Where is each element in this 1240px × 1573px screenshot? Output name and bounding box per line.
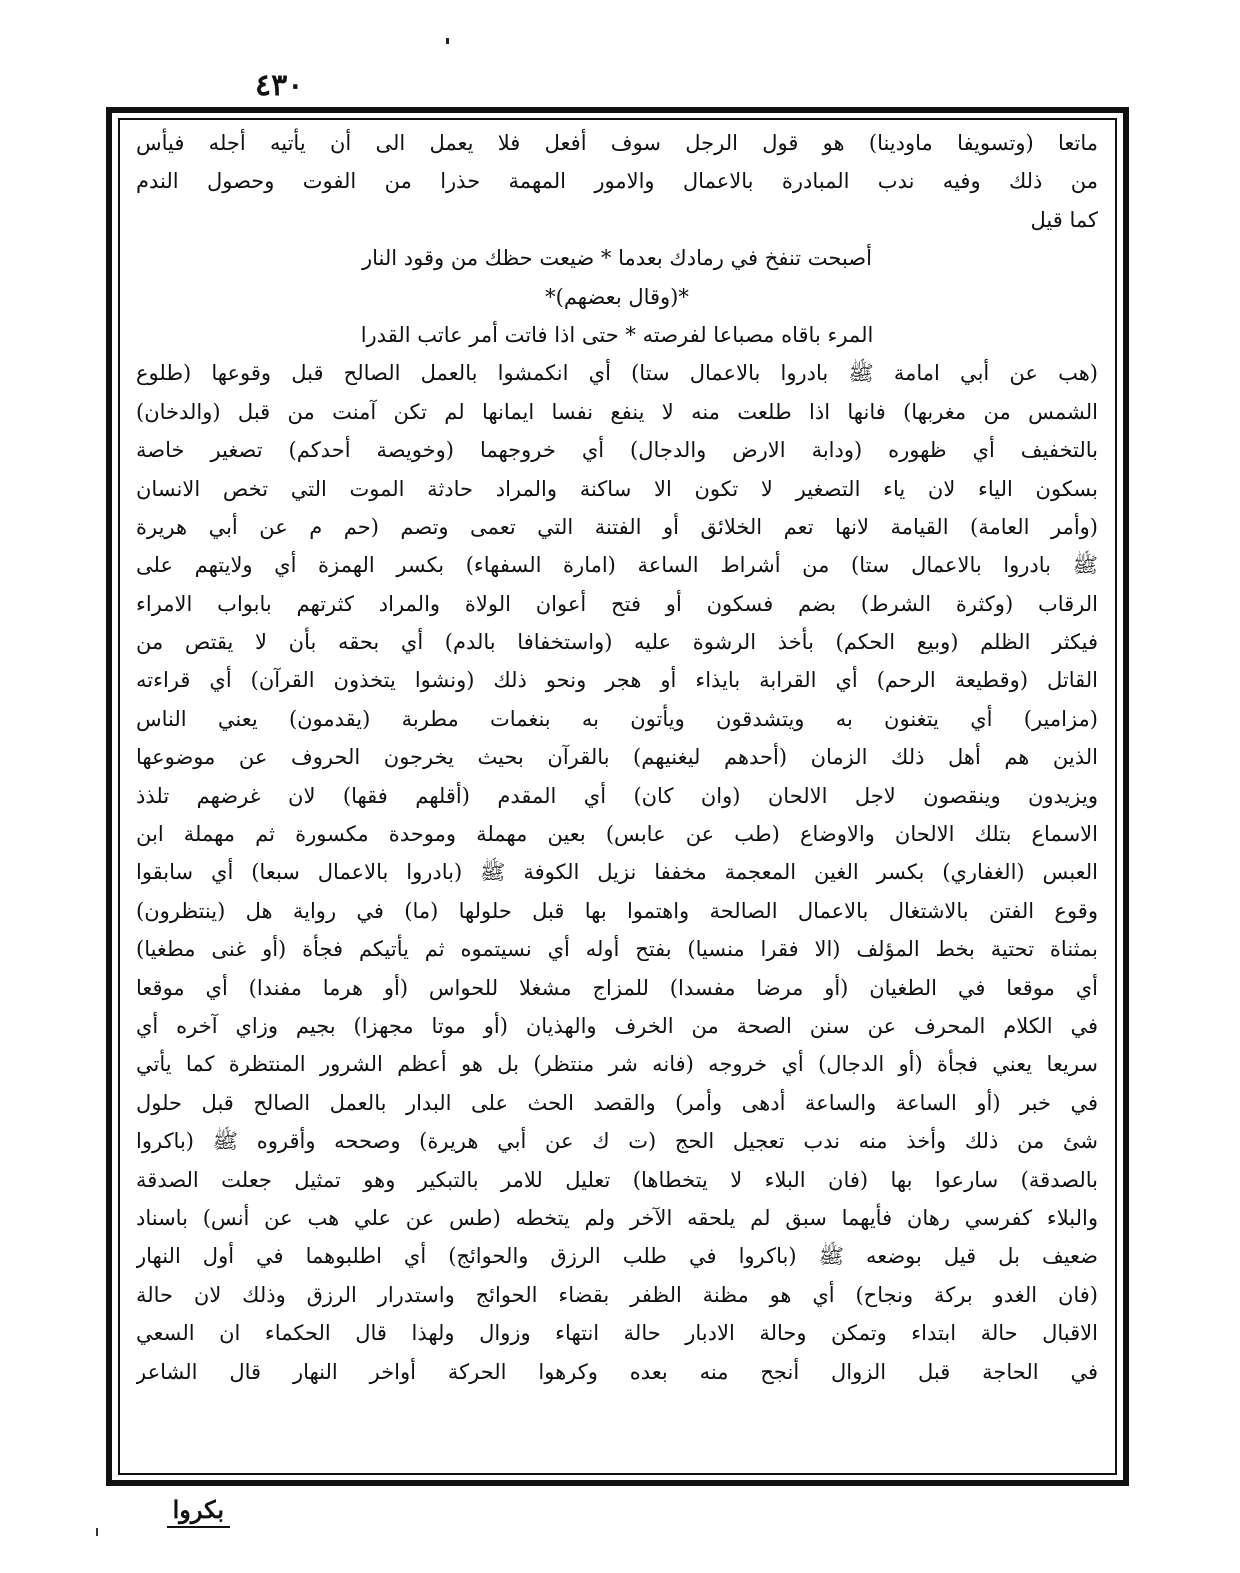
text-line: بالتخفيف أي ظهوره (ودابة الارض والدجال) أي خروجهما (وخويصة أحدكم) تصغير خاصة xyxy=(136,438,1098,463)
text-line: ضعيف بل قيل بوضعه ﷺ (باكروا في طلب الرزق والحوائج) أي اطلبوهما في أول النهار xyxy=(136,1244,1098,1269)
text-line: أي موقعا في الطغيان (أو مرضا مفسدا) للمزاج مشغلا للحواس (أو هرما مفندا) أي موقعا xyxy=(136,975,1098,1000)
text-line: الاسماع بتلك الالحان والاوضاع (طب عن عابس) بعين مهملة وموحدة مكسورة ثم مهملة ابن xyxy=(136,822,1098,847)
text-line: بمثناة تحتية بخط المؤلف (الا فقرا منسيا) بفتح أوله أي نسيتموه ثم يأتيكم فجأة (أو غنى مطغيا) xyxy=(136,937,1098,962)
text-line: وقوع الفتن بالاشتغال بالاعمال الصالحة واهتموا بها قبل حلولها (ما) في رواية هل (ينتظرون) xyxy=(136,898,1098,923)
text-line: من ذلك وفيه ندب المبادرة بالاعمال والامور المهمة حذرا من الفوت وحصول الندم xyxy=(136,169,1098,194)
section-heading: *(وقال بعضهم)* xyxy=(545,284,689,309)
scan-speck xyxy=(96,1528,98,1536)
poem-verse: أصبحت تنفخ في رمادك بعدما * ضيعت حظك من وقود النار xyxy=(362,246,872,271)
text-line: الشمس من مغربها) فانها اذا طلعت منه لا ينفع نفسا ايمانها لم تكن آمنت من قبل (والدخان) xyxy=(136,399,1098,424)
text-line: الرقاب (وكثرة الشرط) بضم فسكون أو فتح أعوان الولاة والمراد كثرتهم بابواب الامراء xyxy=(136,591,1098,616)
text-line: في الكلام المحرف عن سنن الصحة من الخرف والهذيان (أو موتا مجهزا) بجيم وزاي آخره أي xyxy=(136,1013,1098,1038)
text-line: (هب عن أبي امامة ﷺ بادروا بالاعمال ستا) أي انكمشوا بالعمل الصالح قبل وقوعها (طلوع xyxy=(136,361,1098,386)
text-line: العبس (الغفاري) بكسر الغين المعجمة مخففا نزيل الكوفة ﷺ (بادروا بالاعمال سبعا) أي سابقوا xyxy=(136,860,1098,885)
scan-speck xyxy=(446,38,449,44)
text-line: (وأمر العامة) القيامة لانها تعم الخلائق أو الفتنة التي تعمى وتصم (حم م عن أبي هريرة xyxy=(136,514,1098,539)
text-line: القاتل (وقطيعة الرحم) أي القرابة بايذاء أو هجر ونحو ذلك (ونشوا يتخذون القرآن) أي قراءته xyxy=(136,668,1098,693)
text-line: في الحاجة قبل الزوال أنجح منه بعده وكرهوا الحركة أواخر النهار قال الشاعر xyxy=(136,1359,1098,1384)
text-line: ﷺ بادروا بالاعمال ستا) من أشراط الساعة (امارة السفهاء) بكسر الهمزة أي ولايتهم على xyxy=(136,553,1098,578)
text-line: شئ من ذلك وأخذ منه ندب تعجيل الحج (ت ك عن أبي هريرة) وصححه وأقروه ﷺ (باكروا xyxy=(136,1129,1098,1154)
text-line: بسكون الياء لان ياء التصغير لا تكون الا ساكنة والمراد حادثة الموت التي تخص الانسان xyxy=(136,476,1098,501)
text-line: ماتعا (وتسويفا ماودينا) هو قول الرجل سوف أفعل فلا يعمل الى أن يأتيه أجله فيأس xyxy=(136,131,1098,155)
poem-verse: المرء باقاه مصباعا لفرصته * حتى اذا فاتت أمر عاتب القدرا xyxy=(360,322,874,347)
text-line: فيكثر الظلم (وبيع الحكم) بأخذ الرشوة عليه (واستخفافا بالدم) أي بحقه بأن لا يقتص من xyxy=(136,630,1098,655)
text-block xyxy=(136,124,1098,1469)
text-line: سريعا يعني فجأة (أو الدجال) أي خروجه (فانه شر منتظر) بل هو أعظم الشرور المنتظرة كما يأتي xyxy=(136,1052,1098,1077)
page-number: ٤٣٠ xyxy=(255,68,304,103)
text-line: الاقبال حالة ابتداء وتمكن وحالة الادبار حالة انتهاء وزوال ولهذا قال الحكماء ان السعي xyxy=(136,1321,1098,1346)
text-line: والبلاء كفرسي رهان فأيهما سبق لم يلحقه الآخر ولم يتخطه (طس عن علي هب عن أنس) باسناد xyxy=(136,1205,1098,1230)
text-line: (مزامير) أي يتغنون به ويتشدقون ويأتون به بنغمات مطربة (يقدمون) يعني الناس xyxy=(136,706,1098,731)
text-line: في خبر (أو الساعة والساعة أدهى وأمر) والقصد الحث على البدار بالعمل الصالح قبل حلول xyxy=(136,1090,1098,1115)
text-line: كما قيل xyxy=(1030,207,1098,232)
text-line: الذين هم أهل ذلك الزمان (أحدهم ليغنيهم) بالقرآن بحيث يخرجون الحروف عن موضوعها xyxy=(136,745,1098,770)
text-line: ويزيدون وينقصون لاجل الالحان (وان كان) أي المقدم (أقلهم فقها) لان غرضهم تلذذ xyxy=(136,783,1098,808)
text-line: بالصدقة) سارعوا بها (فان البلاء لا يتخطاها) تعليل للامر بالتبكير وهو تمثيل جعلت الصدقة xyxy=(136,1167,1098,1192)
text-line: (فان الغدو بركة ونجاح) أي هو مظنة الظفر بقضاء الحوائج واستدرار الرزق وذلك لان حالة xyxy=(136,1282,1098,1307)
catchword: بكروا xyxy=(167,1495,230,1528)
